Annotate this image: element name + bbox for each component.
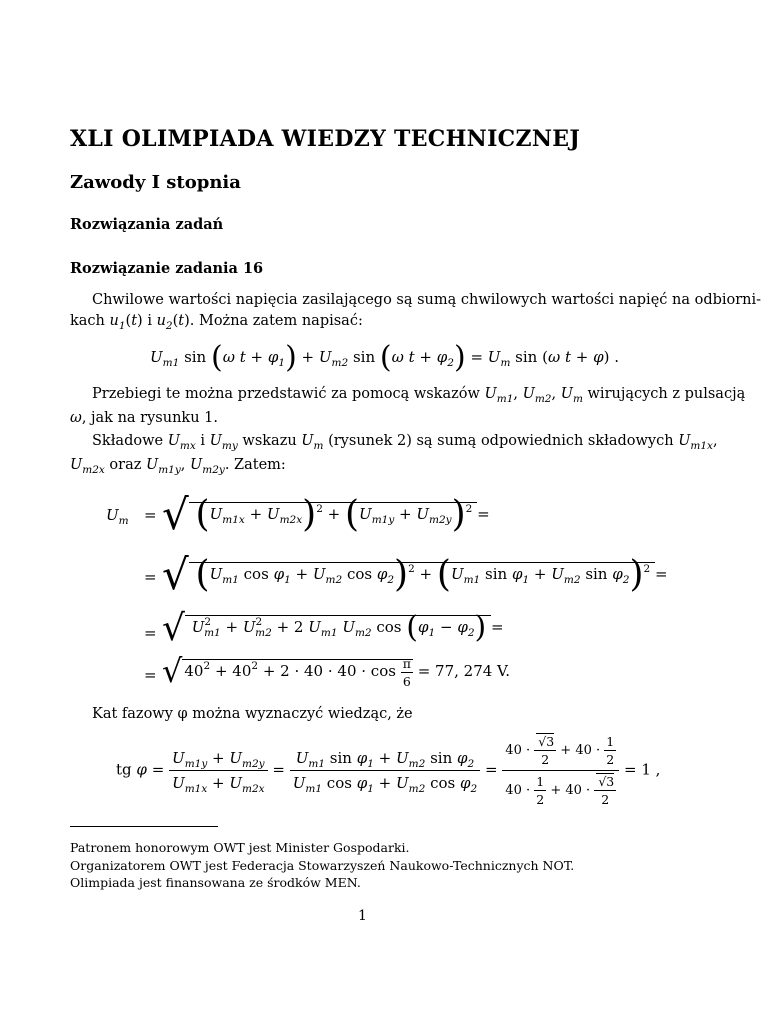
footnote-3: Olimpiada jest finansowana ze środków MEN. — [70, 875, 361, 890]
equation-step-4: √ $40^2 + 40^2 + 2 \cdot 40 \cdot 40 \cdot \cos$ $\frac{\pi}{6}$ = 77, 274 V. — [162, 652, 511, 690]
equation-step-1: √ $(U_{m1x} + U_{m2x})^2 + (U_{m1y} + U_{m2y})^2$ = — [162, 490, 490, 539]
footnote-1: Patronem honorowym OWT jest Minister Gospodarki. — [70, 840, 410, 855]
equals-sign: = — [144, 666, 157, 684]
equals-sign: = — [144, 624, 157, 642]
paragraph-4: Kat fazowy φ można wyznaczyć wiedząc, że — [92, 706, 413, 722]
equation-step-2: √ ($U_{m1}$ $\cos \varphi_1 + U_{m2}$ $\cos \varphi_2)^2 + (U_{m1}$ $\sin \varphi_1 + U_{m2}$ $\sin \varphi_2)^2$ = — [162, 550, 668, 599]
paragraph-3-line-2: $U_{m2x}$ oraz $U_{m1y}$, $U_{m2y}$. Zatem: — [70, 457, 286, 476]
equation-voltage-sum: $U_{m1}$ sin (ω $t + \varphi_1) + U_{m2}$ sin (ω $t + \varphi_2) = U_m$ sin (ω t + φ) . — [150, 340, 619, 375]
derivation-lhs: $U_m$ — [106, 506, 129, 527]
footnote-2: Organizatorem OWT jest Federacja Stowarzyszeń Naukowo-Technicznych NOT. — [70, 858, 575, 873]
section-heading: Rozwiązania zadań — [70, 216, 224, 233]
page-number: 1 — [358, 908, 367, 924]
task-heading: Rozwiązanie zadania 16 — [70, 260, 264, 277]
paragraph-1-line-1: Chwilowe wartości napięcia zasilającego są sumą chwilowych wartości napięć na odbiorni- — [92, 292, 761, 308]
paragraph-3-line-1: Składowe $U_{mx}$ i $U_{my}$ wskazu $U_m$ (rysunek 2) są sumą odpowiednich składowych $U_{m1x}$, — [92, 433, 718, 452]
footnote-rule — [70, 826, 218, 827]
equation-step-3: √ $U^2_{m1} + U^2_{m2} + 2$ $U_{m1}$ $U_{m2}$ $\cos (\varphi_1 - \varphi_2)$ = — [162, 608, 504, 649]
document-subtitle: Zawody I stopnia — [70, 172, 241, 193]
document-title: XLI OLIMPIADA WIEDZY TECHNICZNEJ — [70, 126, 581, 152]
paragraph-2-line-1: Przebiegi te można przedstawić za pomocą wskazów $U_{m1}$, $U_{m2}$, $U_m$ wirujących z pulsacją — [92, 386, 746, 405]
equals-sign: = — [144, 568, 157, 586]
equation-tangent-phi: tg φ = $\frac{U_{m1y} + U_{m2y}}{U_{m1x} + U_{m2x}}$ = $\frac{U_{m1} \sin \varphi_1 + U_{m2} \sin \varphi_2}{U_{m1} \cos \varphi_1 + U_{m2} \cos \varphi_2}$ = 40 · $\frac{√3}{2}$ + 40 · $\frac{1}{2}$ 40 · $\frac{1}{2}$ + 40 · $\frac{√3}{2}$ = 1 , — [116, 734, 661, 807]
paragraph-1-line-2: kach $u_1(t)$ i $u_2(t)$. Można zatem napisać: — [70, 313, 363, 332]
paragraph-2-line-2: ω, jak na rysunku 1. — [70, 410, 218, 426]
equals-sign: = — [144, 506, 157, 524]
